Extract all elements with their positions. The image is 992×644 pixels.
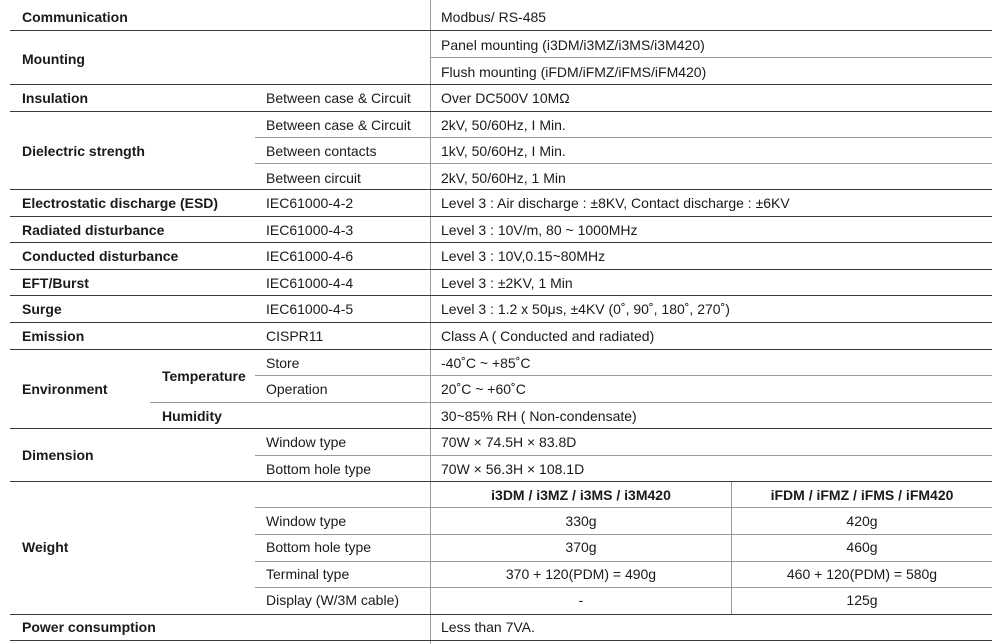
rule-after-communication [10, 30, 992, 31]
weight-col1-header: i3DM / i3MZ / i3MS / i3M420 [491, 487, 671, 503]
dimension-window-value: 70W × 74.5H × 83.8D [441, 434, 577, 450]
surge-value: Level 3 : 1.2 x 50μs, ±4KV (0˚, 90˚, 180˚, 270˚) [441, 301, 730, 317]
surge-label: Surge [22, 301, 62, 317]
conducted-label: Conducted disturbance [22, 248, 179, 264]
dimension-bottom-label: Bottom hole type [266, 461, 372, 477]
dimension-bottom-value: 70W × 56.3H × 108.1D [441, 461, 585, 477]
dielectric-sub-contacts: Between contacts [266, 143, 377, 159]
rule-after-dielectric [10, 189, 992, 190]
emission-sub: CISPR11 [266, 328, 324, 344]
conducted-value: Level 3 : 10V,0.15~80MHz [441, 248, 606, 264]
mounting-flush-value: Flush mounting (iFDM/iFMZ/iFMS/iFM420) [441, 64, 707, 80]
esd-value: Level 3 : Air discharge : ±8KV, Contact discharge : ±6KV [441, 195, 790, 211]
rule-weight-sub-1 [255, 534, 992, 535]
rule-dielectric-sub-1 [255, 137, 992, 138]
weight-display-v1: - [578, 592, 584, 608]
humidity-label: Humidity [162, 408, 222, 424]
operation-label: Operation [266, 381, 328, 397]
rule-weight-sub-3 [255, 587, 992, 588]
conducted-sub: IEC61000-4-6 [266, 248, 354, 264]
dielectric-value-contacts: 1kV, 50/60Hz, I Min. [441, 143, 566, 159]
weight-display-v2: 125g [846, 592, 878, 608]
dielectric-label: Dielectric strength [22, 143, 145, 159]
eft-sub: IEC61000-4-4 [266, 275, 354, 291]
rule-bottom [10, 640, 992, 641]
weight-sub-terminal: Terminal type [266, 566, 350, 582]
rule-mounting-sub [431, 57, 992, 58]
rule-dimension-sub [255, 455, 992, 456]
store-value: -40˚C ~ +85˚C [441, 355, 531, 371]
dielectric-value-circuit: 2kV, 50/60Hz, 1 Min [441, 170, 566, 186]
rule-after-surge [10, 322, 992, 323]
operation-value: 20˚C ~ +60˚C [441, 381, 526, 397]
weight-sub-display: Display (W/3M cable) [266, 592, 400, 608]
weight-window-v1: 330g [565, 513, 597, 529]
mounting-label: Mounting [22, 51, 85, 67]
radiated-label: Radiated disturbance [22, 222, 165, 238]
temperature-label: Temperature [162, 368, 246, 384]
weight-terminal-v1: 370 + 120(PDM) = 490g [505, 566, 657, 582]
emission-value: Class A ( Conducted and radiated) [441, 328, 655, 344]
power-label: Power consumption [22, 619, 156, 635]
weight-sub-bottom: Bottom hole type [266, 539, 372, 555]
dielectric-sub-circuit: Between circuit [266, 170, 361, 186]
weight-window-v2: 420g [846, 513, 878, 529]
rule-weight-header [255, 507, 992, 508]
surge-sub: IEC61000-4-5 [266, 301, 354, 317]
radiated-sub: IEC61000-4-3 [266, 222, 354, 238]
rule-after-esd [10, 216, 992, 217]
environment-label: Environment [22, 381, 108, 397]
rule-after-conducted [10, 269, 992, 270]
dimension-window-label: Window type [266, 434, 347, 450]
weight-bottom-v1: 370g [565, 539, 597, 555]
esd-label: Electrostatic discharge (ESD) [22, 195, 219, 211]
rule-after-mounting [10, 84, 992, 85]
communication-value: Modbus/ RS-485 [441, 9, 547, 25]
emission-label: Emission [22, 328, 85, 344]
power-value: Less than 7VA. [441, 619, 535, 635]
rule-after-radiated [10, 242, 992, 243]
rule-after-eft [10, 295, 992, 296]
insulation-sub: Between case & Circuit [266, 90, 411, 106]
eft-value: Level 3 : ±2KV, 1 Min [441, 275, 573, 291]
rule-after-emission [10, 349, 992, 350]
rule-after-environment [10, 428, 992, 429]
dimension-label: Dimension [22, 447, 94, 463]
rule-humidity-top [150, 402, 992, 403]
weight-label: Weight [22, 539, 69, 555]
rule-temperature-sub [255, 375, 992, 376]
insulation-value: Over DC500V 10MΩ [441, 90, 570, 106]
weight-sub-window: Window type [266, 513, 347, 529]
rule-after-weight [10, 614, 992, 615]
insulation-label: Insulation [22, 90, 89, 106]
humidity-value: 30~85% RH ( Non-condensate) [441, 408, 637, 424]
rule-after-dimension [10, 481, 992, 482]
weight-bottom-v2: 460g [846, 539, 878, 555]
esd-sub: IEC61000-4-2 [266, 195, 354, 211]
dielectric-sub-case: Between case & Circuit [266, 117, 411, 133]
rule-weight-sub-2 [255, 561, 992, 562]
communication-label: Communication [22, 9, 128, 25]
radiated-value: Level 3 : 10V/m, 80 ~ 1000MHz [441, 222, 638, 238]
rule-dielectric-sub-2 [255, 163, 992, 164]
rule-after-insulation [10, 111, 992, 112]
eft-label: EFT/Burst [22, 275, 89, 291]
mounting-panel-value: Panel mounting (i3DM/i3MZ/i3MS/i3M420) [441, 37, 705, 53]
weight-terminal-v2: 460 + 120(PDM) = 580g [786, 566, 938, 582]
weight-col2-header: iFDM / iFMZ / iFMS / iFM420 [770, 487, 954, 503]
store-label: Store [266, 355, 300, 371]
dielectric-value-case: 2kV, 50/60Hz, I Min. [441, 117, 566, 133]
